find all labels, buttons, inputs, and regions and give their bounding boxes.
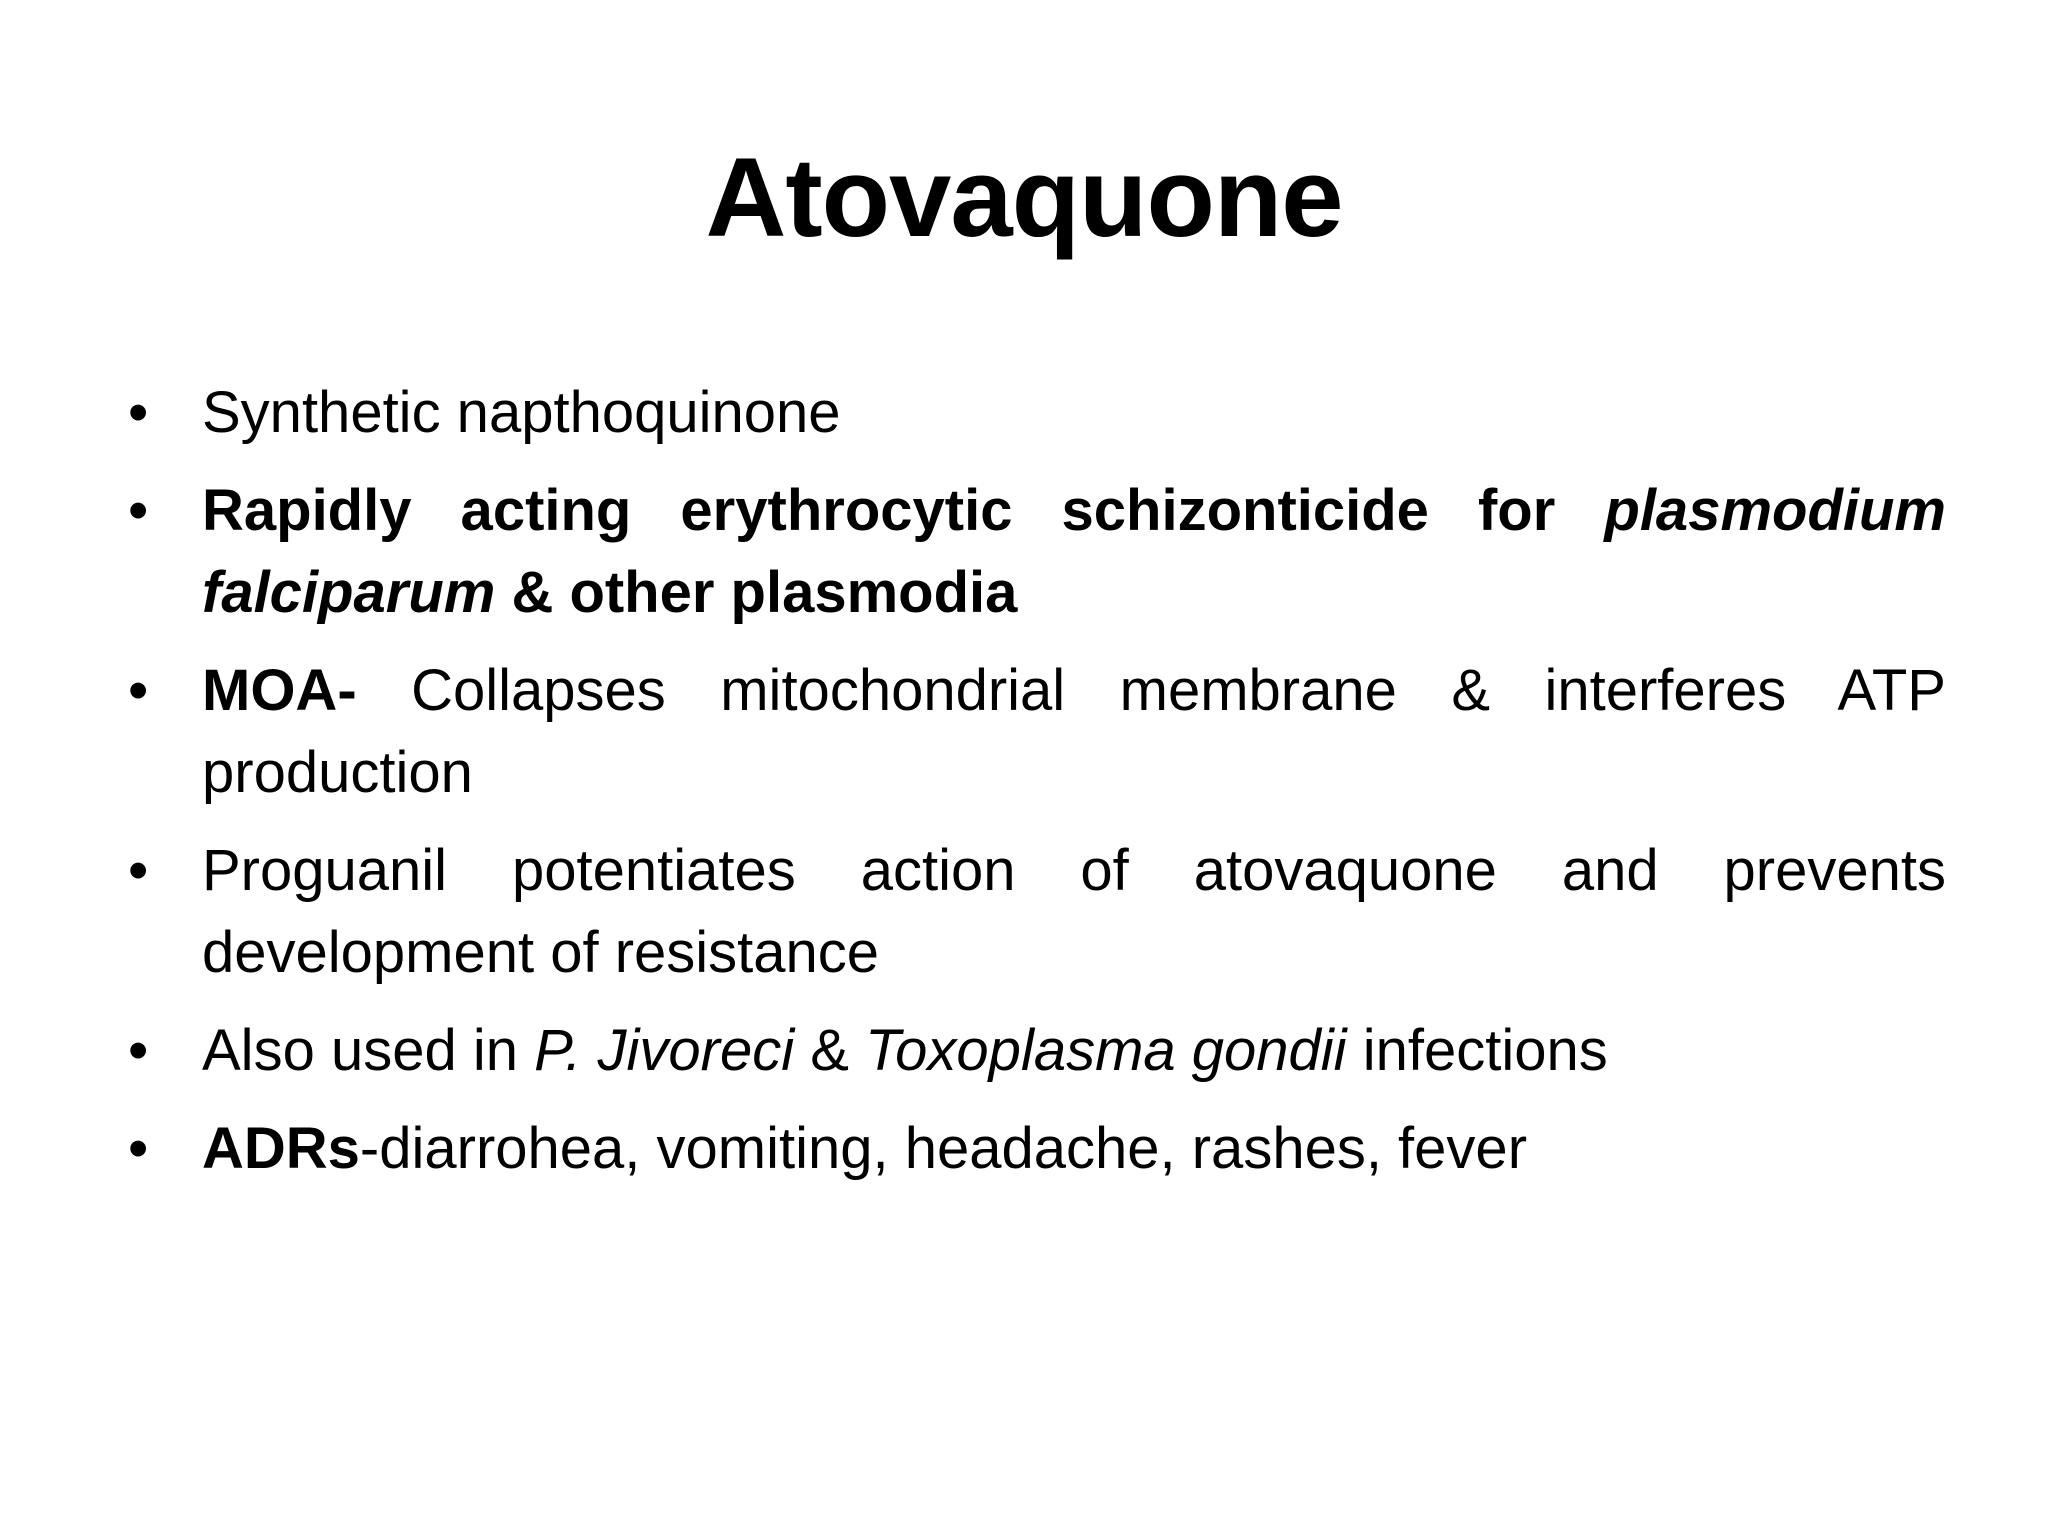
bullet-text-bold: Rapidly acting erythrocytic schizonticide for: [202, 478, 1605, 543]
bullet-item: [128, 372, 1946, 454]
bullet-dot-icon: •: [128, 478, 149, 543]
bullet-item: [128, 1108, 1946, 1190]
bullet-text: Synthetic napthoquinone: [202, 380, 841, 445]
bullet-text: -diarrohea, vomiting, headache, rashes, fever: [359, 1116, 1528, 1181]
bullet-dot-icon: •: [128, 658, 149, 723]
bullet-text: infections: [1346, 1018, 1608, 1083]
bullet-text: Also used in: [202, 1018, 535, 1083]
bullet-text-bold: & other plasmodia: [495, 560, 1018, 625]
bullet-text: &: [794, 1018, 866, 1083]
bullet-text-bold-italic: plasmodium falciparum: [202, 478, 1946, 625]
bullet-dot-icon: •: [128, 1116, 149, 1181]
bullet-text-italic: Toxoplasma gondii: [865, 1018, 1347, 1083]
slide-title: Atovaquone: [705, 135, 1343, 260]
bullet-dot-icon: •: [128, 1018, 149, 1083]
bullet-text: Proguanil potentiates action of atovaquone and prevents development of resistance: [202, 838, 1946, 985]
bullet-list: [128, 372, 1946, 1206]
bullet-label-bold: MOA-: [202, 658, 357, 723]
bullet-text: Collapses mitochondrial membrane & interferes ATP production: [202, 658, 1946, 805]
bullet-item: [128, 830, 1946, 994]
bullet-item: [128, 1010, 1946, 1092]
bullet-item: [128, 650, 1946, 814]
bullet-dot-icon: •: [128, 380, 149, 445]
bullet-item: [128, 470, 1946, 634]
bullet-dot-icon: •: [128, 838, 149, 903]
bullet-text-italic: P. Jivoreci: [534, 1018, 795, 1083]
bullet-label-bold: ADRs: [202, 1116, 360, 1181]
